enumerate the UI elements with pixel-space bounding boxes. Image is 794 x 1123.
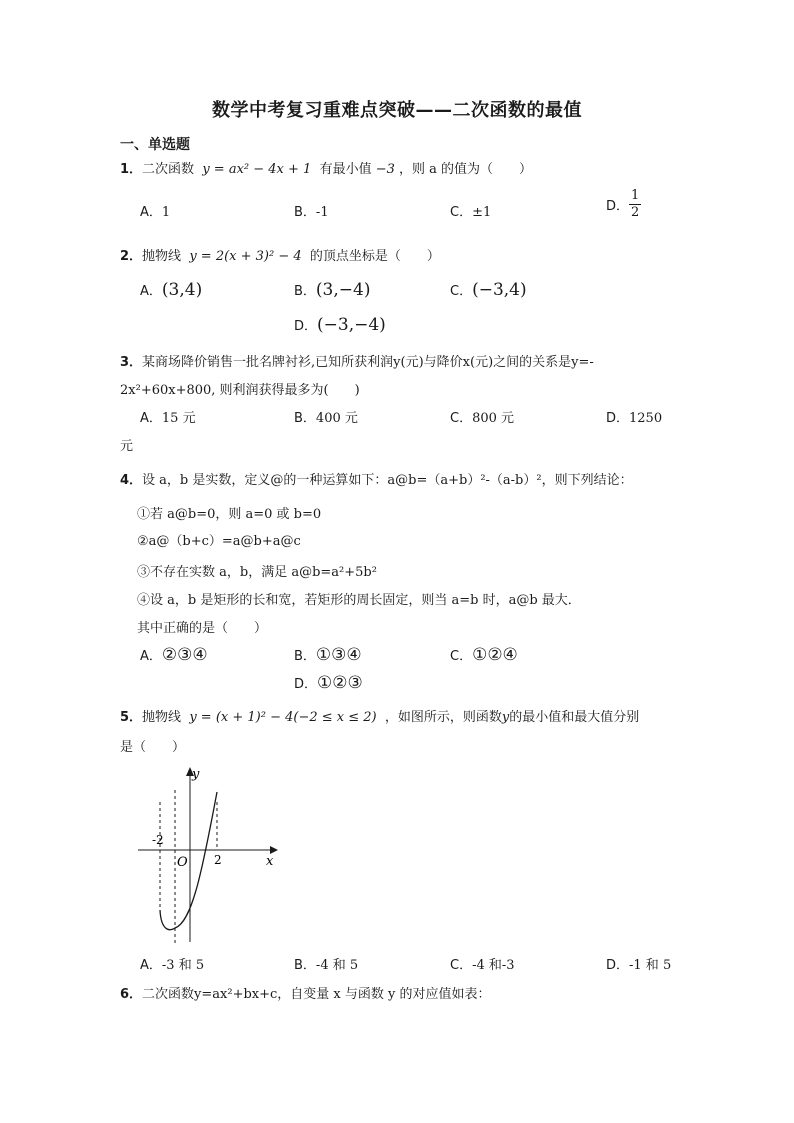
variable: y	[501, 710, 510, 725]
parabola-graph	[134, 762, 284, 947]
option-b[interactable]: B．①③④	[294, 645, 362, 665]
x-axis-label: x	[266, 854, 274, 869]
question-6	[120, 983, 491, 1002]
statement-3: ③不存在实数 a，b，满足 a@b=a²+5b²	[137, 565, 377, 580]
option-c[interactable]: C．±1	[450, 205, 492, 220]
question-text: ，如图所示，则函数	[384, 710, 502, 725]
question-number: 3．	[120, 355, 143, 370]
question-number: 1．	[120, 162, 143, 177]
option-a[interactable]: A．(3,4)	[140, 280, 203, 300]
tick-label-neg2: -2	[152, 833, 164, 847]
question-text: 抛物线	[142, 249, 182, 264]
option-b[interactable]: B．400 元	[294, 411, 358, 426]
option-d[interactable]: D． $\frac{1}{2}$	[606, 188, 640, 220]
statement-2: ②a@（b+c）=a@b+a@c	[137, 534, 301, 549]
option-c[interactable]: C．①②④	[450, 645, 518, 665]
x-axis-arrow	[270, 846, 278, 854]
option-d[interactable]: D．①②③	[294, 673, 363, 693]
page-title: 数学中考复习重难点突破——二次函数的最值	[212, 100, 582, 121]
option-d[interactable]: D．1250	[606, 411, 663, 426]
tick-label-2: 2	[214, 853, 222, 867]
option-a[interactable]: A．-3 和 5	[140, 958, 205, 973]
option-c[interactable]: C．(−3,4)	[450, 280, 527, 300]
option-b[interactable]: B．-1	[294, 205, 329, 220]
option-a[interactable]: A．1	[140, 205, 171, 220]
section-heading: 一、单选题	[120, 137, 190, 153]
question-number: 4．	[120, 473, 143, 488]
question-text: 的顶点坐标是（ ）	[309, 249, 440, 264]
question-5	[120, 706, 639, 725]
option-c[interactable]: C．-4 和-3	[450, 958, 515, 973]
option-a[interactable]: A．15 元	[140, 411, 196, 426]
question-3	[120, 351, 594, 370]
option-a[interactable]: A．②③④	[140, 645, 208, 665]
question-number: 6．	[120, 987, 143, 1002]
question-text: 设 a，b 是实数，定义@的一种运算如下：a@b=（a+b）²-（a-b）²，则下列结论：	[142, 473, 633, 488]
formula: y = ax² − 4x + 1	[202, 162, 312, 177]
question-text: 二次函数	[142, 162, 195, 177]
question-text: 抛物线	[142, 710, 182, 725]
parabola-curve	[160, 792, 217, 930]
question-number: 5．	[120, 710, 143, 725]
fraction: $\frac{1}{2}$	[631, 188, 640, 220]
option-d[interactable]: D．-1 和 5	[606, 958, 672, 973]
option-b[interactable]: B．(3,−4)	[294, 280, 371, 300]
question-1	[120, 158, 532, 177]
option-b[interactable]: B．-4 和 5	[294, 958, 359, 973]
question-text: 某商场降价销售一批名牌衬衫,已知所获利润y(元)与降价x(元)之间的关系是y=-	[142, 355, 594, 370]
question-text: 二次函数y=ax²+bx+c，自变量 x 与函数 y 的对应值如表：	[142, 987, 491, 1002]
question-2	[120, 245, 440, 264]
formula: y = (x + 1)² − 4(−2 ≤ x ≤ 2)	[189, 710, 377, 725]
option-d-wrap: 元	[120, 439, 134, 454]
question-5-line-2: 是（ ）	[120, 740, 186, 755]
question-text: 有最小值	[319, 162, 372, 177]
option-c[interactable]: C．800 元	[450, 411, 515, 426]
origin-label: O	[177, 855, 188, 870]
question-3-line-2: 2x²+60x+800, 则利润获得最多为( )	[120, 383, 360, 398]
formula: −3	[375, 162, 395, 177]
question-text: ，则 a 的值为（ ）	[399, 162, 533, 177]
question-text: 的最小值和最大值分别	[509, 710, 640, 725]
question-number: 2．	[120, 249, 143, 264]
question-4-ask: 其中正确的是（ ）	[137, 621, 268, 636]
question-4	[120, 469, 633, 488]
option-d[interactable]: D．(−3,−4)	[294, 315, 386, 335]
y-axis-label: y	[192, 767, 200, 782]
statement-4: ④设 a，b 是矩形的长和宽，若矩形的周长固定，则当 a=b 时，a@b 最大．	[137, 593, 581, 608]
statement-1: ①若 a@b=0，则 a=0 或 b=0	[137, 507, 322, 522]
formula: y = 2(x + 3)² − 4	[189, 249, 302, 264]
